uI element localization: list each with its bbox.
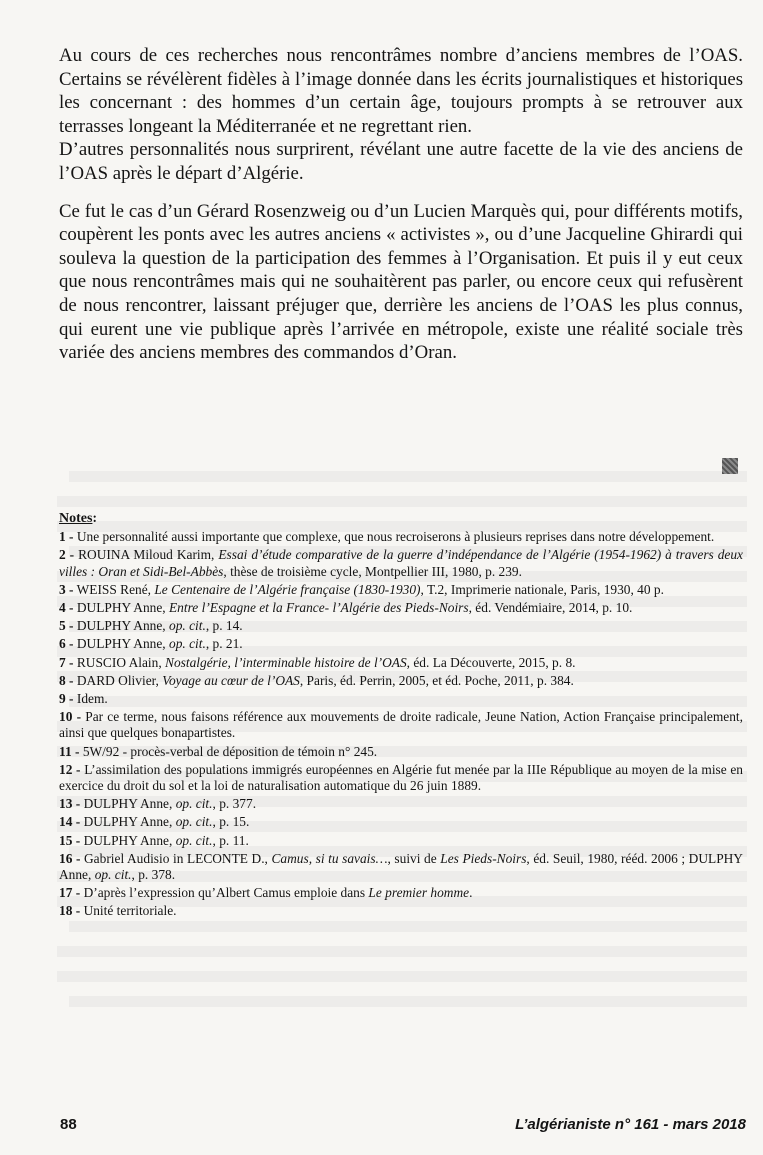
note-text: DULPHY Anne, [83,814,176,830]
note-text: ROUINA Miloud Karim, [78,547,219,563]
note-text: , T.2, Imprimerie nationale, Paris, 1930, 40 p. [420,581,664,597]
note-text: DULPHY Anne, [76,600,169,616]
note-text: DULPHY Anne, [83,832,176,848]
paragraph-3: Ce fut le cas d’un Gérard Rosenzweig ou d’un Lucien Marquès qui, pour différents motifs, coupèrent les ponts avec les autres anciens « activistes », ou d’une Jacqueline Ghirardi qui souleva la question de la participation des femmes à l’Organisation. Et puis il y eut ceux que nous rencontrâmes mais qui ne souhaitèrent pas parler, ou encore ceux qui refusèrent de nous rencontrer, laissant préjuger que, derrière les anciens de l’OAS les plus connus, qui eurent une vie publique après l’arrivée en métropole, existe une réalité sociale très variée des anciens membres des commandos d’Oran. [59,200,743,364]
note-title: Le Centenaire de l’Algérie française (1830-1930) [154,581,421,597]
note-text: , p. 14. [205,618,243,634]
note-text: DARD Olivier, [76,672,163,688]
note-number: 4 - [59,600,74,616]
note-item [59,709,743,741]
note-text: . [469,885,473,901]
note-item [59,618,743,634]
notes-section: Notes: 1 - Une personnalité aussi importante que complexe, que nous recroiserons à plusieurs reprises dans notre développement. 2 - ROUINA Miloud Karim, Essai d’étude comparative de la guerre d’indépendance de l’Algérie (1954-1962) à travers deux villes : Oran et Sidi-Bel-Abbès, thèse de troisième cycle, Montpellier III, 1980, p. 239. 3 - WEISS René, Le Centenaire de l’Algérie française (1830-1930), T.2, Imprimerie nationale, Paris, 1930, 40 p. 4 - DULPHY Anne, Entre l’Espagne et la France- l’Algérie des Pieds-Noirs, éd. Vendémiaire, 2014, p. 10. 5 - DULPHY Anne, op. cit., p. 14. 6 - DULPHY Anne, op. cit., p. 21. 7 - RUSCIO Alain, Nostalgérie, l’interminable histoire de l’OAS, éd. La Découverte, 2015, p. 8. 8 - DARD Olivier, Voyage au cœur de l’OAS, Paris, éd. Perrin, 2005, et éd. Poche, 2011, p. 384. 9 - Idem. 10 - Par ce terme, nous faisons référence aux mouvements de droite radicale, Jeune Nation, Action Française principalement, ainsi que quelques bonapartistes. 11 - 5W/92 - procès-verbal de déposition de témoin n° 245. 12 - L’assimilation des populations immigrés européennes en Algérie fut menée par la IIIe République au moyen de la mise en exercice du droit du sol et la loi de naturalisation automatique du 26 juin 1889. 13 - DULPHY Anne, op. cit., p. 377. 14 - DULPHY Anne, op. cit., p. 15. 15 - DULPHY Anne, op. cit., p. 11. 16 - Gabriel Audisio in LECONTE D., Camus, si tu savais…, suivi de Les Pieds-Noirs, éd. Seuil, 1980, rééd. 2006 ; DULPHY Anne, op. cit., p. 378. 17 - D’après l’expression qu’Albert Camus emploie dans Le premier homme. 18 - Unité territoriale. [59,510,743,919]
note-title: op. cit. [175,796,213,812]
note-title: op. cit. [94,867,132,883]
note-item [59,744,743,760]
note-item [59,655,743,671]
page-footer [60,1116,746,1138]
note-text: , p. 11. [212,832,249,848]
journal-issue: L’algérianiste n° 161 - mars 2018 [515,1116,746,1133]
note-text: , p. 378. [131,867,176,883]
note-title: op. cit. [175,832,213,848]
note-text: Une personnalité aussi importante que complexe, que nous recroiserons à plusieurs reprises dans notre développement. [76,529,715,545]
note-item [59,636,743,652]
note-text: DULPHY Anne, [76,636,169,652]
note-title: Voyage au cœur de l’OAS [162,672,300,688]
note-title: op. cit. [169,618,206,634]
notes-heading: Notes [59,511,93,526]
paragraph-2: D’autres personnalités nous surprirent, révélant une autre facette de la vie des anciens de l’OAS après le départ d’Algérie. [59,139,743,184]
note-item [59,851,743,883]
note-item [59,529,743,545]
note-text: , suivi de [387,850,441,866]
note-number: 18 - [59,903,81,919]
main-text [59,44,743,365]
note-text: L’assimilation des populations immigrés européennes en Algérie fut menée par la IIIe République au moyen de la mise en exercice du droit du sol et la loi de naturalisation automatique du 26 juin 1889. [59,761,743,794]
note-number: 2 - [59,547,75,563]
note-number: 7 - [59,654,74,670]
note-number: 13 - [59,796,81,812]
note-number: 3 - [59,581,74,597]
note-number: 14 - [59,814,81,830]
note-text: , Paris, éd. Perrin, 2005, et éd. Poche, 2011, p. 384. [299,672,574,688]
note-title: Entre l’Espagne et la France- l’Algérie des Pieds-Noirs [169,600,469,616]
note-text: Par ce terme, nous faisons référence aux mouvements de droite radicale, Jeune Nation, Action Française principalement, ainsi que quelques bonapartistes. [59,709,743,741]
note-text: Gabriel Audisio in LECONTE D., [84,850,272,866]
note-title: op. cit. [169,636,206,652]
note-text: , éd. La Découverte, 2015, p. 8. [406,654,576,670]
note-number: 12 - [59,761,81,777]
note-number: 15 - [59,832,81,848]
note-title: Essai d’étude comparative de la guerre d’indépendance de l’Algérie (1954-1962) à travers deux villes : Oran et Sidi-Bel-Abbès [59,547,743,579]
note-number: 11 - [59,743,80,759]
note-item [59,547,743,579]
note-number: 1 - [59,529,74,545]
note-item [59,600,743,616]
note-text: D’après l’expression qu’Albert Camus emploie dans [83,885,369,901]
note-item [59,691,743,707]
note-item [59,582,743,598]
note-text: , p. 15. [212,814,250,830]
note-item [59,885,743,901]
note-item [59,814,743,830]
note-item [59,833,743,849]
note-number: 9 - [59,691,74,707]
note-text: , thèse de troisième cycle, Montpellier III, 1980, p. 239. [223,563,522,579]
note-number: 6 - [59,636,74,652]
note-text: , p. 21. [205,636,243,652]
note-title: Camus, si tu savais… [271,850,388,866]
note-text: 5W/92 - procès-verbal de déposition de témoin n° 245. [82,743,378,759]
note-number: 8 - [59,672,74,688]
note-title: Les Pieds-Noirs [440,850,527,866]
note-text: Unité territoriale. [83,903,177,919]
note-number: 10 - [59,709,82,725]
note-text: , p. 377. [212,796,257,812]
note-number: 5 - [59,618,74,634]
note-item [59,796,743,812]
note-item [59,903,743,919]
note-text: , éd. Vendémiaire, 2014, p. 10. [468,600,633,616]
note-text: Idem. [76,691,108,707]
note-text: DULPHY Anne, [83,796,176,812]
page-number: 88 [60,1116,77,1133]
note-number: 17 - [59,885,81,901]
note-item [59,762,743,794]
registration-mark [722,458,738,474]
note-number: 16 - [59,850,81,866]
note-title: op. cit. [175,814,213,830]
note-text: , éd. Seuil, 1980, rééd. 2006 ; DULPHY Anne, [59,850,743,883]
paragraph-1: Au cours de ces recherches nous rencontrâmes nombre d’anciens membres de l’OAS. Certains se révélèrent fidèles à l’image donnée dans les écrits journalistiques et historiques les concernant : des hommes d’un certain âge, toujours prompts à se retrouver aux terrasses longeant la Méditerranée et ne regrettant rien. [59,45,743,137]
note-text: DULPHY Anne, [76,618,169,634]
note-title: Nostalgérie, l’interminable histoire de l’OAS [165,654,407,670]
note-text: RUSCIO Alain, [76,654,166,670]
note-item [59,673,743,689]
note-title: Le premier homme [368,885,470,901]
note-text: WEISS René, [76,581,155,597]
notes-list [59,529,743,919]
